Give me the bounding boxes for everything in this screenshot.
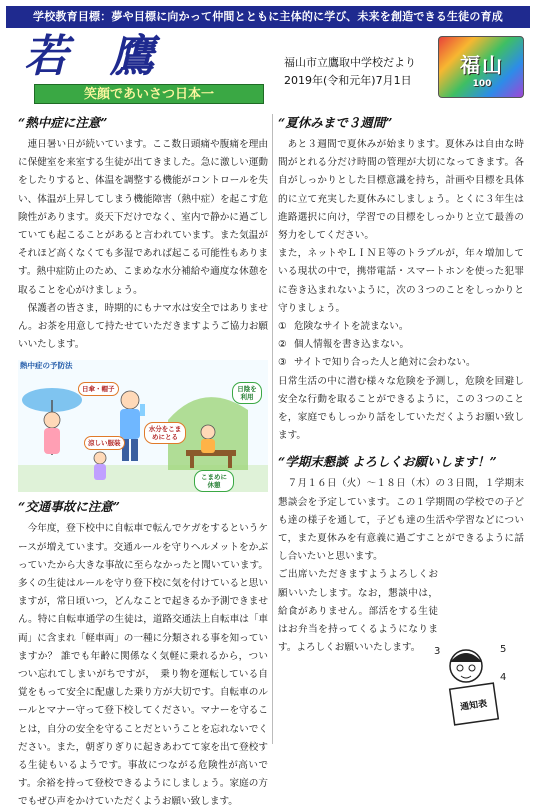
school-goal-banner: 学校教育目標：夢や目標に向かって仲間とともに主体的に学び、未来を創造できる生徒の育成 [6,6,530,28]
list-item: ③ サイトで知り合った人と絶対に会わない。 [278,357,476,369]
svg-text:5: 5 [500,644,507,655]
tip-bubble-hydration: 水分をこまめにとる [144,422,186,444]
traffic-heading: “交通事故に注意” [18,499,120,515]
meeting-paragraph-1: ７月１６日（火）～１８日（木）の３日間，１学期末懇談会を予定しています。この１学期間の学校での子ども達の様子を通して，子ども達の生活や学習などについて，また夏休みを有意義に過ごすことができるように話し合いたいと思います。 [278,478,524,563]
logo-sub: 100 [472,79,492,89]
tip-bubble-shade: 日陰を利用 [232,382,262,404]
summer-paragraph-1: あと３週間で夏休みが始まります。夏休みは自由な時間がとれる分だけ時間の管理が大切になってきます。各自がしっかりとした目標意識を持ち，計画や目標を具体的に立て充実した夏休みにしましょう。とくに３年生は進路選択に向け，学習での目標をしっかりと立て最善の努力をしてください。 [278,139,524,242]
illustration-title: 熱中症の予防法 [20,361,73,371]
slogan-banner: 笑顔であいさつ日本一 [34,84,264,104]
tip-bubble-clothing: 涼しい服装 [84,436,125,450]
meeting-paragraph-2: ご出席いただきますようよろしくお願いいたします。なお，懇談中は，給食がありません。部活をする生徒はお弁当を持ってくるようになります。よろしくお願いいたします。 [278,569,438,654]
list-item: ① 危険なサイトを読まない。 [278,321,409,333]
school-name: 福山市立鷹取中学校だより [284,56,416,69]
doodle-drawing [430,640,514,728]
traffic-paragraph: 今年度，登下校中に自転車で転んでケガをするというケースが増えています。交通ルールを守りヘルメットをかぶっていたから大きな事故に至らなかったと聞いています。多くの生徒はルールを守り登下校に気を付けていると思いますが，常日頃いつ，どんなことで起きるか予測できません。特に自転車通学の生徒は，道路交通法上自転車は「車両」に含まれ「軽車両」の一種に分類される事を知っていますか？ 誰でも年齢に関係なく気軽に乗れるから，ついつい忘れてしまいがちですが， 乗り物を運転している自覚をもって安全に配慮した乗り方が大切です。自転車のルールとマナー守って登下校してください。マナーを守ることは，自分の安全を守ることだということを忘れないでください。また，朝ぎりぎりに起きあわてて家を出て登校する生徒もいるようです。事故につながる危険性が高いです。余裕を持って登校できるようにしましょう。家庭の方でもぜひ声をかけていただくようお願い致します。 [18,523,269,808]
tip-bubble-parasol: 日傘・帽子 [78,382,119,396]
safety-rules-list [278,318,524,373]
city-logo [438,36,524,98]
list-item: ② 個人情報を書き込まない。 [278,339,410,351]
meeting-heading: “学期末懇談 よろしくお願いします！” [278,454,497,470]
summer-heading: “夏休みまで３週間” [278,115,393,130]
issue-date: 2019年(令和元年)7月1日 [284,74,412,87]
heatstroke-paragraph-1: 連日暑い日が続いています。ここ数日頭痛や腹痛を理由に保健室を来室する生徒が出てきました。急に激しい運動をしたりすると、体温を調整する機能がコントロールを失い、体温が上昇してしまう機能障害（熱中症）を起こす危険性があります。炎天下だけでなく、室内で静かに過ごしていても起こることがあると言われています。また気温がそれほど高くなくても多湿であれば起こる可能性もあります。熱中症防止のため、こまめな水分補給や適度な休憩を取ることを心がけましょう。 [18,139,268,296]
heatstroke-paragraph-2: 保護者の皆さま，時期的にもナマ水は安全ではありません。お茶を用意して持たせていただきますようご協力お願いいたします。 [18,302,269,351]
masthead [6,30,530,108]
summer-paragraph-2: また，ネットやＬＩＮＥ等のトラブルが，年々増加している現状の中で，携帯電話・スマートホンを使った犯罪に巻き込まれないように，次の３つのことをしっかりと守りましょう。 [278,248,524,314]
report-card-label: 通知表 [459,699,488,713]
tip-bubble-rest: こまめに休憩 [194,470,234,492]
title-block [14,31,274,104]
column-divider [272,114,273,744]
right-column [278,112,524,657]
logo-text: 福山 [460,53,504,77]
left-column [18,112,269,808]
newsletter-title: 若鷹 [24,31,196,82]
student-report-card-illustration [430,640,514,728]
heatstroke-heading: “熱中症に注意” [18,115,108,130]
svg-text:3: 3 [434,646,441,657]
svg-text:4: 4 [500,672,507,683]
summer-paragraph-3: 日常生活の中に潜む様々な危険を予測し，危険を回避し安全な行動を取ることができるように，この３つのことを，家庭でもしっかり話をしていただくようお願い致します。 [278,375,524,442]
heatstroke-prevention-illustration [18,360,268,492]
